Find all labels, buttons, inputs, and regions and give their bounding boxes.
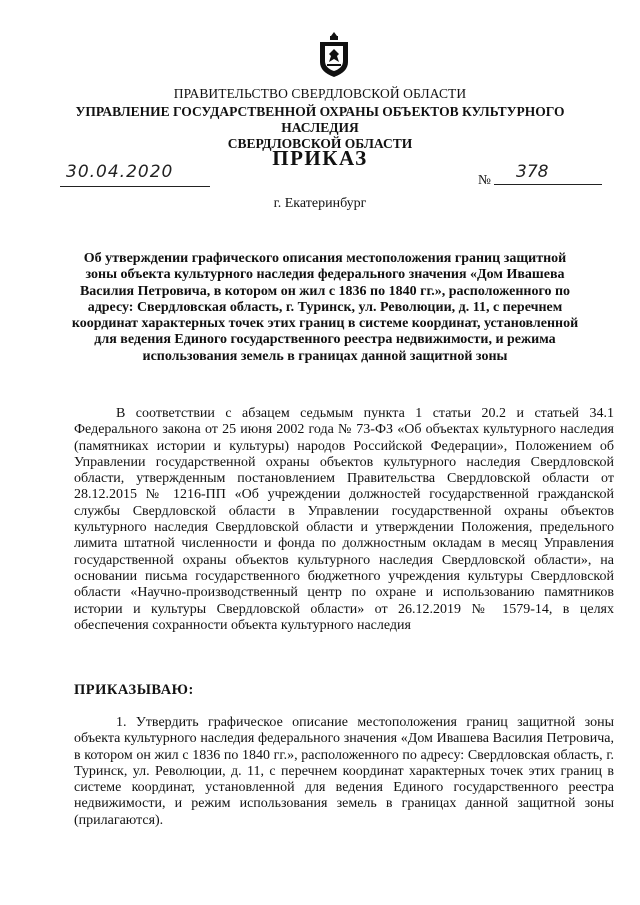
number-label: №	[478, 172, 491, 187]
order-word: ПРИКАЗЫВАЮ:	[74, 682, 194, 698]
city: г. Екатеринбург	[273, 196, 367, 211]
date-field	[60, 164, 210, 187]
department-name-line1: УПРАВЛЕНИЕ ГОСУДАРСТВЕННОЙ ОХРАНЫ ОБЪЕКТОВ КУЛЬТУРНОГО НАСЛЕДИЯ	[75, 104, 565, 135]
government-name: ПРАВИТЕЛЬСТВО СВЕРДЛОВСКОЙ ОБЛАСТИ	[173, 86, 467, 101]
handwritten-date: 30.04.2020	[66, 162, 174, 182]
sverdlovsk-coat-of-arms-icon	[316, 32, 352, 78]
order-subject: Об утверждении графического описания местоположения границ защитной зоны объекта культурного наследия федерального значения «Дом Ивашева Василия Петровича, в котором он жил с 1836 по 1840 гг.», расположенного по адресу: Свердловская область, г. Туринск, ул. Революции, д. 11, с перечнем координат характерных точек этих границ в системе координат, установленной для ведения Единого государственного реестра недвижимости, и режима использования земель в границах данной защитной зоны	[71, 251, 579, 364]
department-name	[40, 104, 600, 152]
order-item-1: 1. Утвердить графическое описание местоположения границ защитной зоны объекта культурного наследия федерального значения «Дом Ивашева Василия Петровича, в котором он жил с 1836 по 1840 гг.», расположенного по адресу: Свердловская область, г. Туринск, ул. Революции, д. 11, с перечнем координат характерных точек этих границ в системе координат, установленной для ведения Единого государственного реестра недвижимости, и режим использования земель в границах данной защитной зоны (прилагаются).	[74, 715, 614, 828]
handwritten-number: 378	[516, 162, 549, 182]
department-name-line2: СВЕРДЛОВСКОЙ ОБЛАСТИ	[227, 136, 413, 151]
number-field	[494, 162, 602, 185]
document-type: ПРИКАЗ	[272, 146, 368, 170]
preamble-paragraph: В соответствии с абзацем седьмым пункта 1 статьи 20.2 и статьей 34.1 Федерального закона от 25 июня 2002 года № 73-ФЗ «Об объектах культурного наследия (памятниках истории и культуры) народов Российской Федерации», Положением об Управлении государственной охраны объектов культурного наследия Свердловской области, утвержденным постановлением Правительства Свердловской области от 28.12.2015 № 1216-ПП «Об учреждении должностей государственной гражданской службы Свердловской области в Управлении государственной охраны объектов культурного наследия Свердловской области и утверждении Положения, предельного лимита штатной численности и фонда по должностным окладам в месяц Управления государственной охраны объектов культурного наследия Свердловской области», на основании письма государственного бюджетного учреждения культуры Свердловской области «Научно-производственный центр по охране и использованию памятников истории и культуры Свердловской области» от 26.12.2019 № 1579-14, в целях обеспечения сохранности объекта культурного наследия	[74, 406, 614, 633]
